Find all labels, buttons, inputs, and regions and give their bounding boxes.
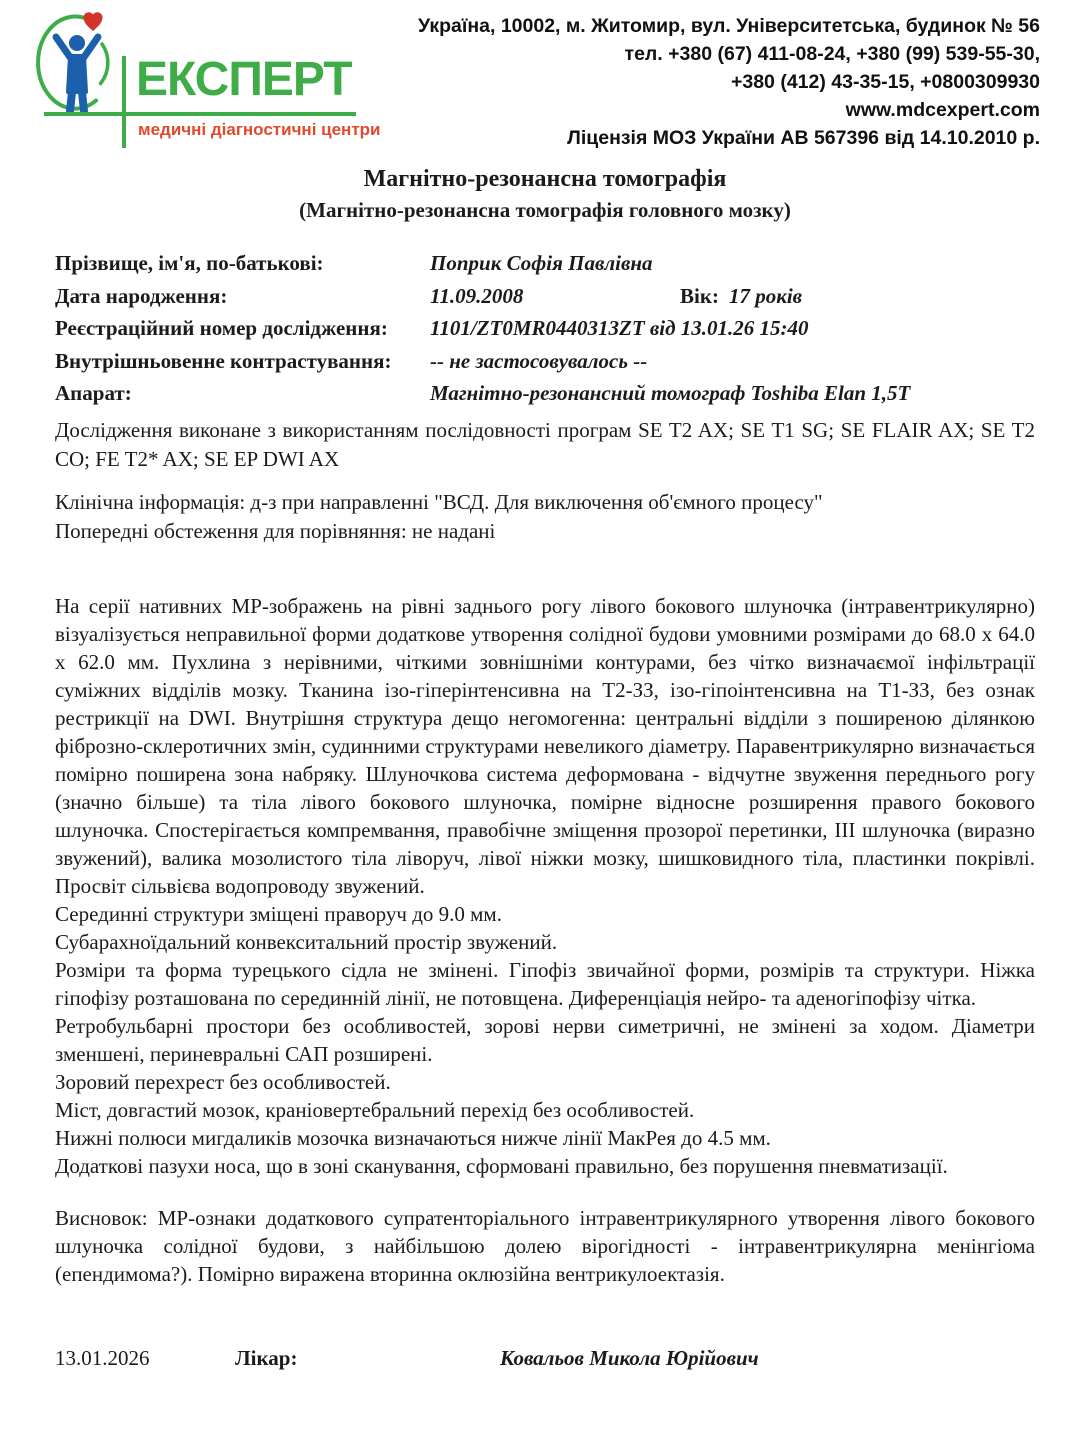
person-icon (56, 35, 98, 111)
clinic-contact-block (418, 12, 1040, 152)
findings-paragraph: Субарахноїдальний конвекситальний простір звужений. (55, 929, 558, 954)
patient-dob-label: Дата народження: (55, 283, 228, 308)
registration-row (55, 316, 1035, 349)
registration-label: Реєстраційний номер дослідження: (55, 316, 388, 340)
doctor-label: Лікар: (235, 1345, 298, 1370)
previous-studies: Попередні обстеження для порівняння: не надані (55, 518, 496, 543)
logo-arc-right (101, 44, 108, 84)
findings-paragraph: Зоровий перехрест без особливостей. (55, 1069, 391, 1094)
patient-dob-value: 11.09.2008 (430, 283, 524, 308)
patient-age-label: Вік: (680, 283, 719, 308)
device-row (55, 381, 1035, 414)
clinic-phone-line-1: тел. +380 (67) 411-08-24, +380 (99) 539-55-30, (624, 43, 1040, 65)
patient-meta (55, 251, 1035, 414)
device-value: Магнітно-резонансний томограф Toshiba Elan 1,5T (430, 381, 911, 405)
contrast-row (55, 349, 1035, 382)
logo-vertical-line (122, 56, 126, 148)
findings-paragraph: Розміри та форма турецького сідла не змінені. Гіпофіз звичайної форми, розмірів та структури. Ніжка гіпофізу розташована по серединній лінії, не потовщена. Диференціація нейро- та аденогіпофізу чітка. (55, 957, 1035, 1010)
contrast-value: -- не застосовувалось -- (430, 348, 648, 373)
patient-age-value: 17 років (728, 283, 803, 308)
registration-value: 1101/ZT0MR0440313ZT від 13.01.26 15:40 (430, 316, 809, 340)
brand-name: ЕКСПЕРТ (136, 53, 352, 106)
findings-paragraph: Серединні структури зміщені праворуч до 9.0 мм. (55, 901, 502, 926)
clinic-address: Україна, 10002, м. Житомир, вул. Університетська, будинок № 56 (417, 15, 1040, 37)
logo-arc-left (38, 17, 96, 109)
page-title: Магнітно-резонансна томографія (363, 166, 727, 192)
findings-paragraph: Додаткові пазухи носа, що в зоні сканування, сформовані правильно, без порушення пневматизації. (55, 1153, 948, 1178)
patient-name-row (55, 251, 1035, 284)
findings-section (55, 592, 1035, 1180)
device-label: Апарат: (55, 381, 132, 405)
patient-dob-row (55, 284, 1035, 317)
report-header (0, 0, 1080, 160)
findings-paragraph: Ретробульбарні простори без особливостей, зорові нерви симетричні, не змінені за ходом. Діаметри зменшені, периневральні САП розширені. (55, 1013, 1035, 1066)
clinical-info: Клінічна інформація: д-з при направленні "ВСД. Для виключення об'ємного процесу" (55, 489, 823, 514)
clinic-phone-line-2: +380 (412) 43-35-15, +0800309930 (730, 71, 1040, 93)
page-subtitle: (Магнітно-резонансна томографія головного мозку) (299, 198, 791, 222)
conclusion-text: Висновок: МР-ознаки додаткового супратенторіального інтравентрикулярного утворення лівого бокового шлуночка солідної будови, з найбільшою долею вірогідності - інтравентрикулярна менінгіома (епендимома?). Помірно виражена вторинна оклюзійна вентрикулоектазія. (55, 1205, 1035, 1286)
patient-name-value: Поприк Софія Павлівна (430, 251, 653, 275)
clinical-block (55, 488, 1035, 546)
report-date: 13.01.2026 (55, 1345, 150, 1370)
brand-tagline: медичні діагностичні центри (138, 120, 381, 139)
findings-paragraph: Нижні полюси мигдаликів мозочка визначаються нижче лінії МакРея до 4.5 мм. (55, 1125, 771, 1150)
clinic-license: Ліцензія МОЗ України АВ 567396 від 14.10.2010 р. (567, 127, 1040, 149)
patient-name-label: Прізвище, ім'я, по-батькові: (55, 251, 324, 275)
heart-icon (83, 12, 102, 31)
report-body (0, 166, 1080, 1371)
contrast-label: Внутрішньовенне контрастування: (55, 348, 392, 373)
protocol-text: Дослідження виконане з використанням послідовності програм SE T2 AX; SE T1 SG; SE FLAIR AX; SE T2 CO; FE T2* AX; SE EP DWI AX (55, 417, 1035, 471)
findings-paragraph: Міст, довгастий мозок, краніовертебральний перехід без особливостей. (55, 1097, 695, 1122)
doctor-name: Ковальов Микола Юрійович (500, 1345, 759, 1370)
clinic-website: www.mdcexpert.com (845, 99, 1040, 121)
clinic-logo (30, 4, 381, 154)
findings-paragraph: На серії нативних МР-зображень на рівні заднього рогу лівого бокового шлуночка (інтравентрикулярно) візуалізується неправильної форми додаткове утворення солідної будови умовними розмірами до 68.0 х 64.0 х 62.0 мм. Пухлина з нерівними, чіткими зовнішніми контурами, без чітко визначаємої інфільтрації суміжних відділів мозку. Тканина ізо-гіперінтенсивна на Т2-ЗЗ, ізо-гіпоінтенсивна на Т1-ЗЗ, без ознак рестрикції на DWI. Внутрішня структура дещо негомогенна: центральні відділи з поширеною ділянкою фіброзно-склеротичних змін, судинними структурами невеликого діаметру. Паравентрикулярно визначається помірно поширена зона набряку. Шлуночкова система деформована - відчутне звуження переднього рогу (значно більше) та тіла лівого бокового шлуночка, помірне відносне розширення правого бокового шлуночка. Спостерігається компремвання, правобічне зміщення прозорої перетинки, ІІІ шлуночка (виразно звужений), валика мозолистого тіла ліворуч, лівої ніжки мозку, шишковидного тіла, пластинки покрівлі. Просвіт сільвієва водопроводу звужений. (55, 593, 1035, 898)
logo-figure-icon (30, 4, 145, 154)
logo-horizontal-line (44, 112, 356, 116)
report-footer (55, 1346, 1035, 1371)
